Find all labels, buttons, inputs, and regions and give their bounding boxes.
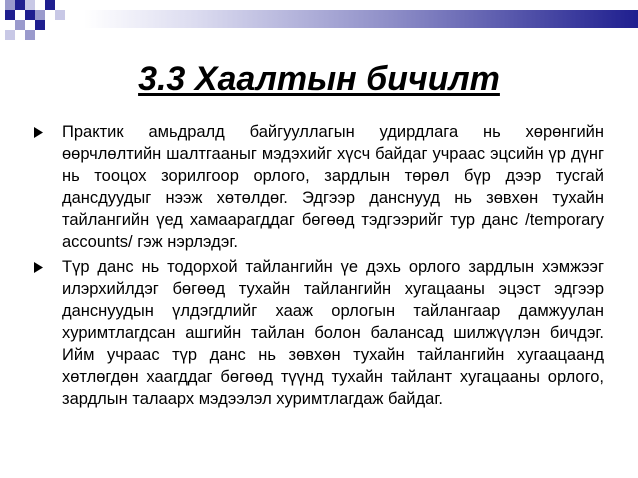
deco-square (15, 0, 25, 10)
bullet-item (30, 256, 604, 410)
header-decoration (0, 0, 638, 40)
bullet-list (30, 121, 604, 413)
deco-square (5, 30, 15, 40)
bullet-text: Түр данс нь тодорхой тайлангийн үе дэхь орлого зардлын хэмжээг илэрхийлдэг бөгөөд тухайн тайлангийн хугацааны эцэст эдгээр данснуудын үлдэгдлийг хааж орлогын тайлангаар дамжуулан хуримтлагдсан ашгийн тайлан болон балансад шилжүүлэн бичдэг. Ийм учраас түр данс нь зөвхөн тухайн тайлангийн хугаацаанд хөтлөгдөн хаагддаг бөгөөд түүнд тухайн тайлант хугацааны орлого, зардлын талаарх мэдээлэл хуримтлагдаж байдаг. (62, 258, 604, 408)
deco-square (25, 30, 35, 40)
deco-square (5, 10, 15, 20)
deco-square (5, 0, 15, 10)
deco-square (15, 20, 25, 30)
deco-square (25, 10, 35, 20)
deco-square (25, 0, 35, 10)
bullet-text: Практик амьдралд байгууллагын удирдлага нь хөрөнгийн өөрчлөлтийн шалтгааныг мэдэхийг хүсч байдаг учраас эцсийн үр дүнг нь тооцох зорилгоор орлого, зардлын төрөл бүр дээр тусгай дансдуудыг нээж хөтөлдөг. Эдгээр данснууд нь зөвхөн тухайн тайлангийн үед хамаарагддаг бөгөөд тэдгээрийг тур данс /temporary accounts/ гэж нэрлэдэг. (62, 123, 604, 251)
bullet-item (30, 121, 604, 253)
header-gradient-bar (84, 10, 638, 28)
deco-square (45, 0, 55, 10)
bullet-arrow-icon (34, 262, 43, 273)
slide-title-text: 3.3 Хаалтын бичилт (138, 60, 500, 98)
bullet-arrow-icon (34, 127, 43, 138)
deco-square (35, 10, 45, 20)
deco-square (55, 10, 65, 20)
deco-square (35, 20, 45, 30)
slide-title (0, 60, 638, 99)
